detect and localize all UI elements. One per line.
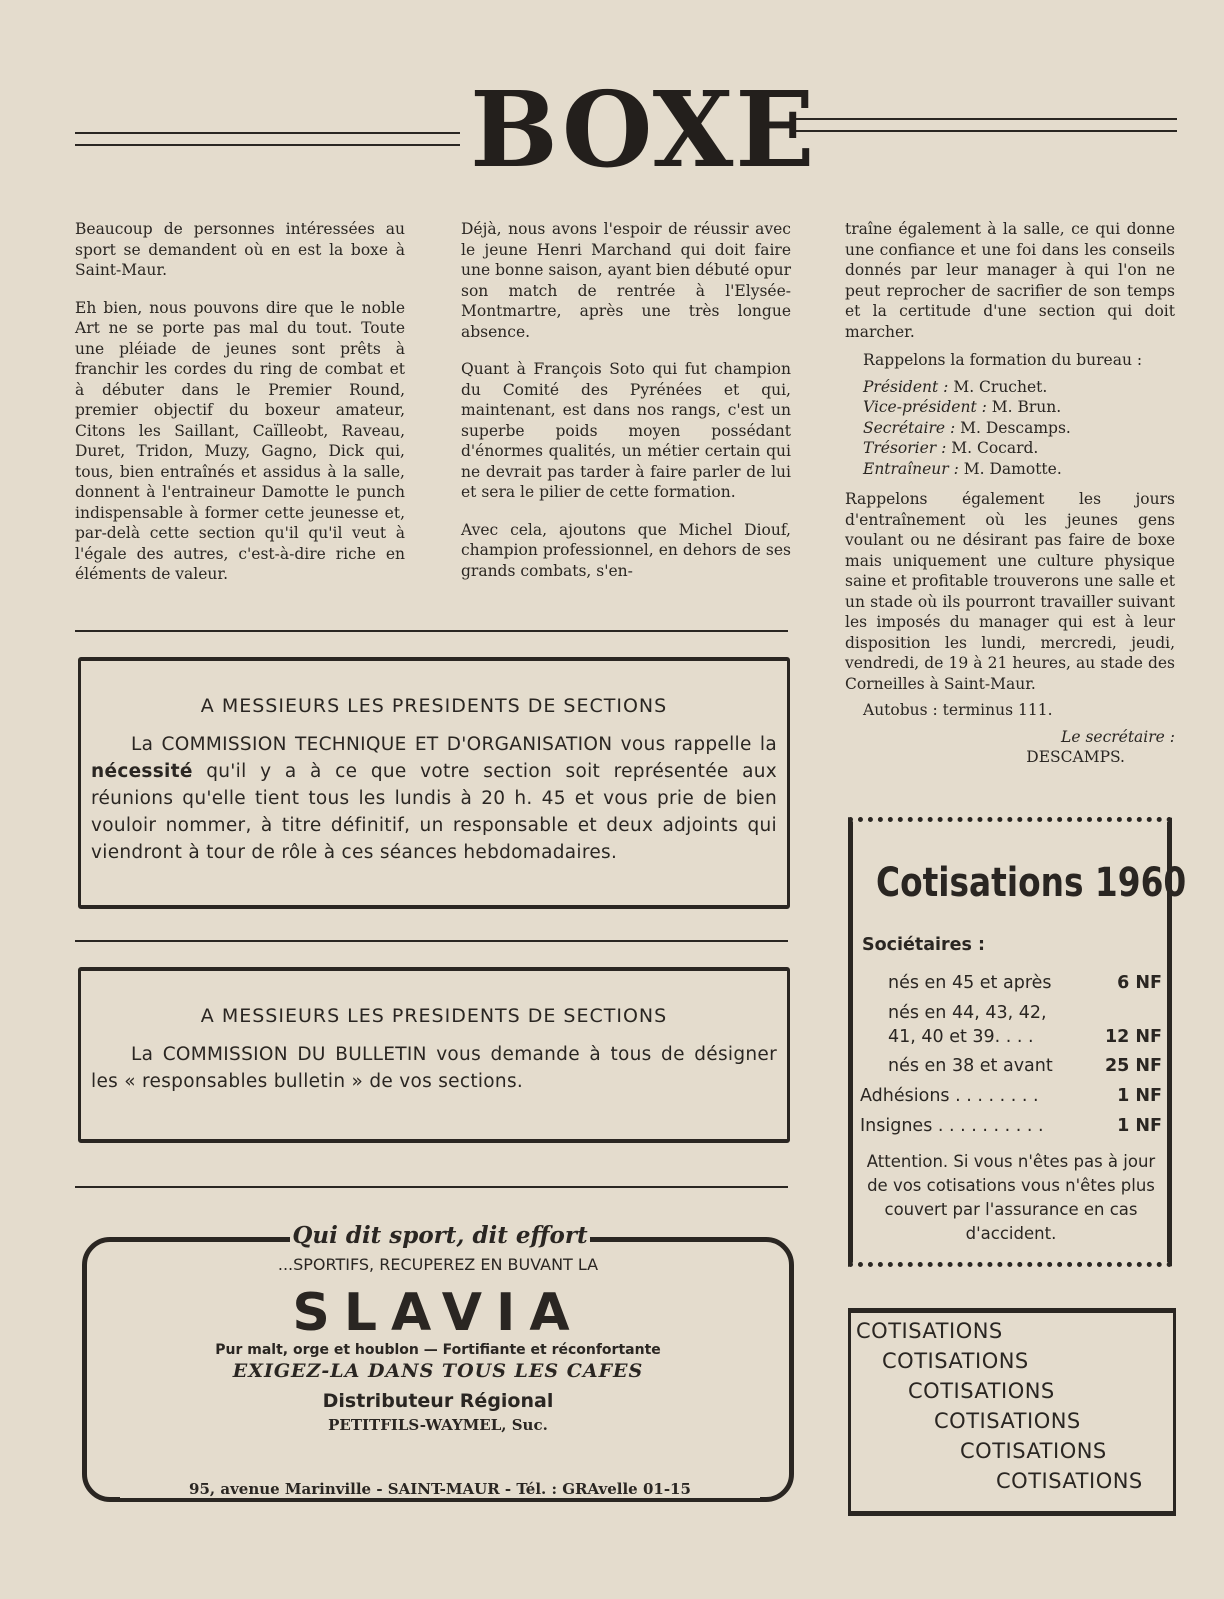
repeat-line: COTISATIONS xyxy=(882,1349,1029,1373)
societaires-label: Sociétaires : xyxy=(862,935,986,955)
repeat-line: COTISATIONS xyxy=(934,1409,1081,1433)
ad-call-to-action: EXIGEZ-LA DANS TOUS LES CAFES xyxy=(232,1360,644,1382)
paragraph: Rappelons la formation du bureau : xyxy=(863,351,1143,369)
paragraph: traîne également à la salle, ce qui donne une confiance et une foi dans les conseils donnés par leur manager à qui l'on ne peut reprocher de sacrifier de son temps et la certitude d'une section qui doit marcher. xyxy=(845,220,1175,341)
repeat-line: COTISATIONS xyxy=(960,1439,1107,1463)
page-title: BOXE xyxy=(470,68,817,191)
paragraph: Autobus : terminus 111. xyxy=(863,701,1053,719)
signature-name: DESCAMPS. xyxy=(1026,748,1125,766)
ad-address: 95, avenue Marinville - SAINT-MAUR - Tél. : GRAvelle 01-15 xyxy=(120,1480,760,1498)
cotisation-row: nés en 44, 43, 42, xyxy=(888,1003,1047,1023)
article-column-3 xyxy=(845,219,1175,768)
cotisation-row: nés en 45 et après 6 NF xyxy=(888,973,1162,993)
ad-slogan: Qui dit sport, dit effort xyxy=(290,1222,590,1249)
paragraph: Avec cela, ajoutons que Michel Diouf, champion professionnel, en dehors de ses grands combats, s'en- xyxy=(461,520,791,580)
paragraph: Quant à François Soto qui fut champion du Comité des Pyrénées et qui, maintenant, est dans nos rangs, c'est un superbe poids moyen possédant d'énormes qualités, un métier certain qui ne devrait pas tarder à faire parler de lui et sera le pilier de cette formation. xyxy=(461,360,791,501)
header-rule-right xyxy=(792,118,1177,132)
cotisation-row: Insignes . . . . . . . . . . 1 NF xyxy=(860,1116,1162,1136)
repeat-line: COTISATIONS xyxy=(908,1379,1055,1403)
repeat-line: COTISATIONS xyxy=(856,1319,1003,1343)
divider xyxy=(75,940,788,942)
bureau-item: Trésorier : M. Cocard. xyxy=(863,439,1039,457)
ad-tagline: ...SPORTIFS, RECUPEREZ EN BUVANT LA xyxy=(277,1255,599,1274)
cotisations-note: Attention. Si vous n'êtes pas à jour de vos cotisations vous n'êtes plus couvert par l'assurance en cas d'accident. xyxy=(866,1152,1156,1243)
emphasis: nécessité xyxy=(91,761,193,782)
bureau-item: Secrétaire : M. Descamps. xyxy=(863,418,1071,437)
paragraph: Eh bien, nous pouvons dire que le noble Art ne se porte pas mal du tout. Toute une pléiade de jeunes sont prêts à franchir les cordes du ring de combat et à débuter dans le Premier Round, premier objectif du boxeur amateur, Citons les Saillant, Caïlleobt, Raveau, Duret, Tridon, Muzy, Gagno, Dick qui, tous, bien entraînés et assidus à la salle, donnent à l'entraineur Damotte le punch indispensable à former cette jeunesse et, par-delà cette section qu'il qu'il veut à l'égale des autres, c'est-à-dire riche en éléments de valeur. xyxy=(75,298,405,583)
notice-title: A MESSIEURS LES PRESIDENTS DE SECTIONS xyxy=(200,695,668,717)
article-column-2 xyxy=(461,219,791,598)
divider xyxy=(75,1186,788,1188)
bureau-item: Vice-président : M. Brun. xyxy=(863,398,1062,416)
notice-title: A MESSIEURS LES PRESIDENTS DE SECTIONS xyxy=(200,1005,668,1027)
ad-brand: SLAVIA xyxy=(292,1283,584,1343)
ad-distributor-label: Distributeur Régional xyxy=(322,1390,554,1412)
signature xyxy=(845,727,1175,768)
paragraph: Beaucoup de personnes intéressées au sport se demandent où en est la boxe à Saint-Maur. xyxy=(75,220,405,279)
article-column-1 xyxy=(75,219,405,602)
bureau-item: Entraîneur : M. Damotte. xyxy=(863,459,1062,478)
bureau-item: Président : M. Cruchet. xyxy=(863,377,1048,396)
ad-description: Pur malt, orge et houblon — Fortifiante et réconfortante xyxy=(215,1342,661,1358)
cotisation-row: Adhésions . . . . . . . . 1 NF xyxy=(860,1086,1162,1106)
repeat-line: COTISATIONS xyxy=(996,1469,1143,1493)
paragraph: Rappelons également les jours d'entraînement où les jeunes gens voulant ou ne désirant pas faire de boxe mais uniquement une culture physique saine et profitable trouverons une salle et un stade où ils pourront travailler suivant les imposés du manager qui est à leur disposition les lundi, mercredi, jeudi, vendredi, de 19 à 21 heures, au stade des Corneilles à Saint-Maur. xyxy=(845,490,1175,693)
cotisation-row: 41, 40 et 39. . . . 12 NF xyxy=(888,1027,1162,1047)
header-rule-left xyxy=(75,132,460,146)
notice-box-technique xyxy=(78,657,790,909)
notice-text: La COMMISSION TECHNIQUE ET D'ORGANISATION vous rappelle la nécessité qu'il y a à ce que votre section soit représentée aux réunions qu'elle tient tous les lundis à 20 h. 45 et vous prie de bien vouloir nommer, à titre définitif, un responsable et deux adjoints qui viendront à tour de rôle à ces séances hebdomadaires. xyxy=(91,734,777,863)
paragraph: Déjà, nous avons l'espoir de réussir avec le jeune Henri Marchand qui doit faire une bonne saison, ayant bien débuté opur son match de rentrée à l'Elysée-Montmartre, après une très longue absence. xyxy=(461,220,791,341)
signature-role: Le secrétaire : xyxy=(1061,727,1175,746)
bureau-list xyxy=(863,377,1175,480)
cotisations-title: Cotisations 1960 xyxy=(876,860,1187,906)
cotisation-row: nés en 38 et avant 25 NF xyxy=(888,1056,1162,1076)
notice-text: La COMMISSION DU BULLETIN vous demande à tous de désigner les « responsables bulletin » de vos sections. xyxy=(91,1044,777,1092)
notice-box-bulletin xyxy=(78,967,790,1143)
ad-distributor-name: PETITFILS-WAYMEL, Suc. xyxy=(328,1416,548,1434)
divider xyxy=(75,630,788,632)
